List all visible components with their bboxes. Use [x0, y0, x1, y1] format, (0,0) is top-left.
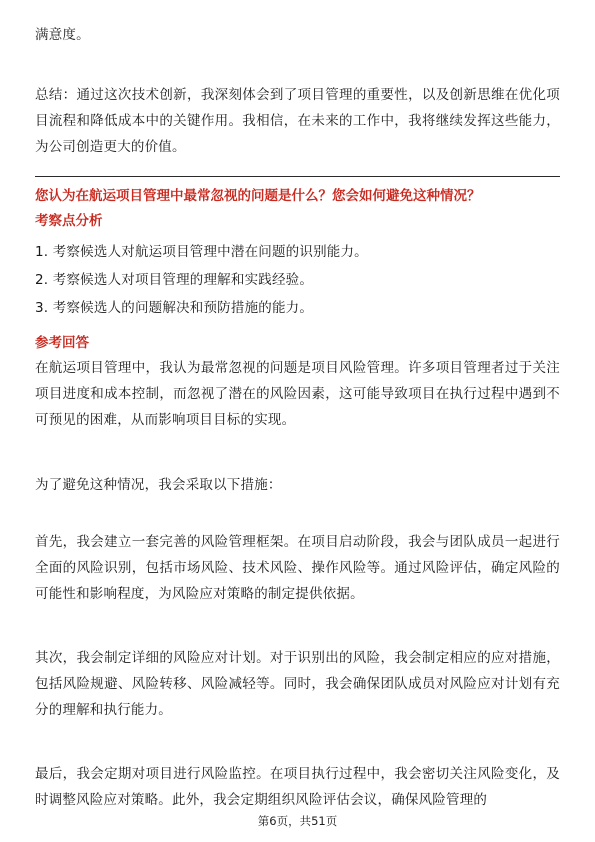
- list-item: 2. 考察候选人对项目管理的理解和实践经验。: [35, 272, 314, 288]
- analysis-list: [35, 238, 560, 322]
- page-number: 第6页，共51页: [257, 814, 338, 828]
- answer-paragraph: 首先，我会建立一套完善的风险管理框架。在项目启动阶段，我会与团队成员一起进行全面的风险识别，包括市场风险、技术风险、操作风险等。通过风险评估，确定风险的可能性和影响程度，为风险应对策略的制定提供依据。: [35, 534, 560, 602]
- analysis-heading: 考察点分析: [35, 213, 103, 229]
- list-item: 1. 考察候选人对航运项目管理中潜在问题的识别能力。: [35, 244, 368, 260]
- answer-heading: 参考回答: [35, 335, 89, 351]
- question-heading: 您认为在航运项目管理中最常忽视的问题是什么？您会如何避免这种情况？: [35, 188, 481, 204]
- answer-paragraph: 最后，我会定期对项目进行风险监控。在项目执行过程中，我会密切关注风险变化，及时调整风险应对策略。此外，我会定期组织风险评估会议，确保风险管理的: [35, 766, 560, 808]
- section-divider: [35, 176, 560, 177]
- continued-text: 满意度。: [35, 27, 90, 43]
- answer-paragraph: 其次，我会制定详细的风险应对计划。对于识别出的风险，我会制定相应的应对措施，包括风险规避、风险转移、风险减轻等。同时，我会确保团队成员对风险应对计划有充分的理解和执行能力。: [35, 650, 560, 718]
- answer-paragraph: 为了避免这种情况，我会采取以下措施：: [35, 477, 282, 493]
- answer-paragraph: 在航运项目管理中，我认为最常忽视的问题是项目风险管理。许多项目管理者过于关注项目进度和成本控制，而忽视了潜在的风险因素，这可能导致项目在执行过程中遇到不可预见的困难，从而影响项目目标的实现。: [35, 360, 560, 428]
- list-item: 3. 考察候选人的问题解决和预防措施的能力。: [35, 300, 314, 316]
- summary-paragraph: 总结：通过这次技术创新，我深刻体会到了项目管理的重要性，以及创新思维在优化项目流程和降低成本中的关键作用。我相信，在未来的工作中，我将继续发挥这些能力，为公司创造更大的价值。: [35, 87, 560, 155]
